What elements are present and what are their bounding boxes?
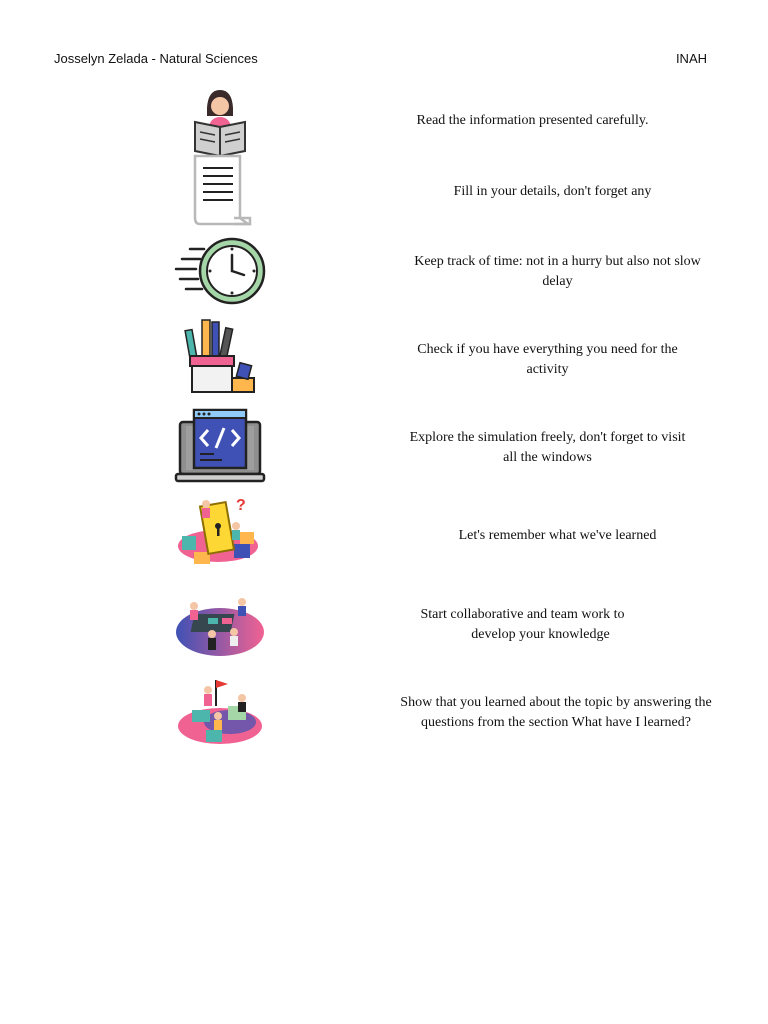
step-2-line-1: Fill in your details, don't forget any [453, 184, 652, 199]
step-1-line-1: Read the information presented carefully. [416, 113, 649, 128]
step-3-instruction [395, 252, 720, 292]
step-4-line-2: activity [526, 362, 569, 377]
puzzle-door-icon [170, 496, 270, 572]
step-7-line-1: Start collaborative and team work to [420, 607, 625, 622]
step-6-line-1: Let's remember what we've learned [458, 528, 657, 543]
step-8-line-1: Show that you learned about the topic by answering the [400, 695, 712, 710]
step-8-line-2: questions from the section What have I learned? [421, 715, 691, 730]
institution-name: INAH [675, 51, 707, 66]
pencil-cup-icon [170, 318, 270, 394]
step-4-line-1: Check if you have everything you need for the [417, 342, 678, 357]
step-5-line-2: all the windows [503, 450, 592, 465]
step-5-line-1: Explore the simulation freely, don't forget to visit [409, 430, 686, 445]
svg-text:?: ? [236, 497, 246, 514]
reading-person-icon [170, 82, 270, 158]
step-5-instruction [390, 428, 705, 468]
step-2-instruction [420, 182, 685, 202]
step-3-line-1: Keep track of time: not in a hurry but also not slow [414, 254, 701, 269]
step-8-instruction [395, 693, 717, 733]
step-1-instruction [380, 111, 685, 131]
author-subject: Josselyn Zelada - Natural Sciences [54, 51, 258, 66]
step-7-instruction [400, 605, 645, 645]
document-icon [170, 152, 270, 228]
code-laptop-icon [170, 408, 270, 484]
flag-puzzle-icon [170, 676, 270, 752]
teamwork-puzzle-icon [170, 588, 270, 664]
stopwatch-icon [170, 233, 270, 309]
step-6-instruction [420, 526, 695, 546]
step-3-line-2: delay [542, 274, 573, 289]
step-7-line-2: develop your knowledge [471, 627, 610, 642]
step-4-instruction [395, 340, 700, 380]
